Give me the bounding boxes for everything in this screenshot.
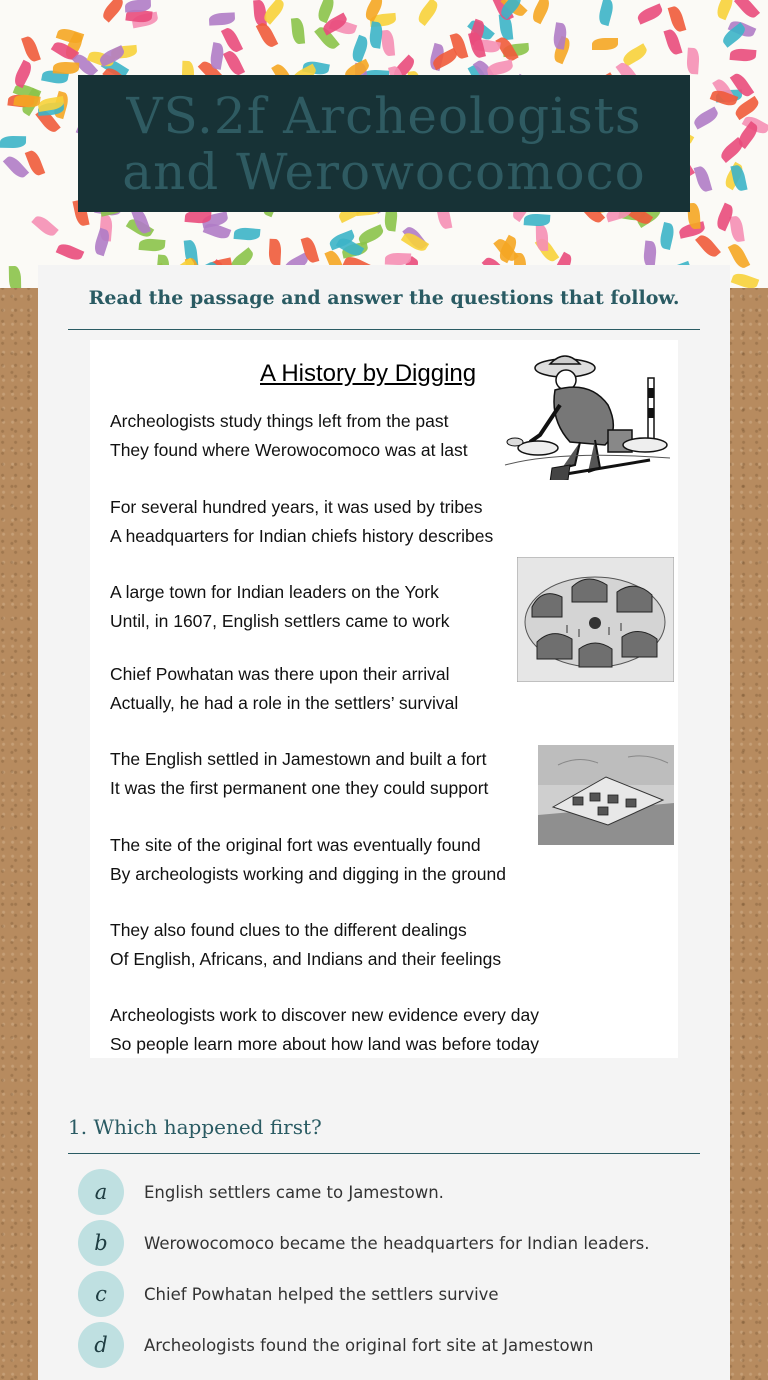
leaf-decoration xyxy=(692,106,721,129)
leaf-decoration xyxy=(381,30,395,57)
poem-stanza xyxy=(110,745,488,802)
leaf-decoration xyxy=(734,0,760,21)
answer-option-c[interactable] xyxy=(78,1272,499,1316)
title-box xyxy=(78,75,690,212)
poem-stanza xyxy=(110,578,449,635)
poem-line: By archeologists working and digging in the ground xyxy=(110,863,506,884)
poem-line: It was the first permanent one they could support xyxy=(110,777,489,798)
leaf-decoration xyxy=(100,0,126,23)
poem-line: A large town for Indian leaders on the York xyxy=(110,582,439,602)
poem-line: So people learn more about how land was before today xyxy=(110,1033,540,1054)
leaf-decoration xyxy=(203,221,232,242)
leaf-decoration xyxy=(139,238,166,252)
leaf-decoration xyxy=(695,232,721,260)
leaf-decoration xyxy=(592,38,618,50)
leaf-decoration xyxy=(385,253,411,266)
leaf-decoration xyxy=(53,61,80,74)
poem-stanza xyxy=(110,831,506,888)
poem-panel xyxy=(90,340,678,1058)
poem-line: Archeologists study things left from the past xyxy=(110,411,449,431)
poem-stanza xyxy=(110,493,493,550)
archeologist-digging-illustration xyxy=(500,350,675,480)
leaf-decoration xyxy=(9,266,21,288)
leaf-decoration xyxy=(12,60,34,89)
option-letter-bubble[interactable]: b xyxy=(78,1220,124,1266)
leaf-decoration xyxy=(730,48,757,62)
poem-line: For several hundred years, it was used by tribes xyxy=(110,497,483,517)
divider xyxy=(68,1153,700,1154)
leaf-decoration xyxy=(415,0,440,26)
option-letter-bubble[interactable]: c xyxy=(78,1271,124,1317)
answer-option-b[interactable] xyxy=(78,1221,649,1265)
poem-stanza xyxy=(110,916,501,973)
leaf-decoration xyxy=(261,0,287,25)
leaf-decoration xyxy=(694,165,713,193)
leaf-decoration xyxy=(56,241,85,263)
poem-line: A headquarters for Indian chiefs history describes xyxy=(110,525,494,546)
leaf-decoration xyxy=(221,26,243,55)
poem-stanza xyxy=(110,660,458,717)
poem-stanza xyxy=(110,1001,539,1058)
option-text[interactable]: Chief Powhatan helped the settlers survive xyxy=(144,1284,499,1304)
leaf-decoration xyxy=(31,213,58,239)
leaf-decoration xyxy=(357,224,386,246)
option-text[interactable]: English settlers came to Jamestown. xyxy=(144,1182,444,1202)
leaf-decoration xyxy=(223,49,245,78)
poem-line: Archeologists work to discover new evidence every day xyxy=(110,1005,539,1025)
leaf-decoration xyxy=(735,121,760,149)
poem-line: The English settled in Jamestown and built a fort xyxy=(110,749,487,769)
leaf-decoration xyxy=(729,215,745,242)
option-text[interactable]: Archeologists found the original fort site at Jamestown xyxy=(144,1335,594,1355)
header-banner xyxy=(0,0,768,288)
option-letter-bubble[interactable]: d xyxy=(78,1322,124,1368)
leaf-decoration xyxy=(268,239,281,266)
leaf-decoration xyxy=(524,213,551,227)
leaf-decoration xyxy=(536,225,548,251)
leaf-decoration xyxy=(731,271,760,288)
leaf-decoration xyxy=(209,42,225,70)
page-title: VS.2f Archeologists and Werowocomoco xyxy=(122,86,646,201)
poem-stanza xyxy=(110,407,468,464)
poem-line: Until, in 1607, English settlers came to work xyxy=(110,610,450,631)
leaf-decoration xyxy=(350,35,371,64)
option-text[interactable]: Werowocomoco became the headquarters for Indian leaders. xyxy=(144,1233,650,1253)
leaf-decoration xyxy=(658,222,676,250)
leaf-decoration xyxy=(686,48,700,75)
divider xyxy=(68,329,700,330)
leaf-decoration xyxy=(256,21,278,50)
poem-line: They also found clues to the different dealings xyxy=(110,920,467,940)
option-letter-bubble[interactable]: a xyxy=(78,1169,124,1215)
worksheet-card xyxy=(38,265,730,1380)
leaf-decoration xyxy=(92,228,111,256)
poem-line: Chief Powhatan was there upon their arrival xyxy=(110,664,450,684)
leaf-decoration xyxy=(234,227,261,241)
powhatan-village-illustration xyxy=(517,557,674,682)
leaf-decoration xyxy=(643,240,658,267)
leaf-decoration xyxy=(291,18,305,45)
instructions: Read the passage and answer the questions that follow. xyxy=(88,287,680,309)
leaf-decoration xyxy=(209,12,236,25)
jamestown-fort-illustration xyxy=(538,745,674,845)
leaf-decoration xyxy=(597,0,615,26)
leaf-decoration xyxy=(636,3,665,24)
poem-line: They found where Werowocomoco was at last xyxy=(110,439,468,460)
leaf-decoration xyxy=(486,59,514,76)
leaf-decoration xyxy=(0,136,26,148)
leaf-decoration xyxy=(3,153,29,180)
leaf-decoration xyxy=(663,28,682,56)
leaf-decoration xyxy=(530,0,552,24)
question-title: 1. Which happened first? xyxy=(68,1115,322,1139)
poem-line: Actually, he had a role in the settlers’ survival xyxy=(110,692,459,713)
answer-option-a[interactable] xyxy=(78,1170,444,1214)
leaf-decoration xyxy=(714,0,735,20)
poem-line: The site of the original fort was eventually found xyxy=(110,835,481,855)
leaf-decoration xyxy=(728,242,750,271)
poem-line: Of English, Africans, and Indians and their feelings xyxy=(110,948,502,969)
answer-option-d[interactable] xyxy=(78,1323,594,1367)
poem-title: A History by Digging xyxy=(260,360,477,387)
